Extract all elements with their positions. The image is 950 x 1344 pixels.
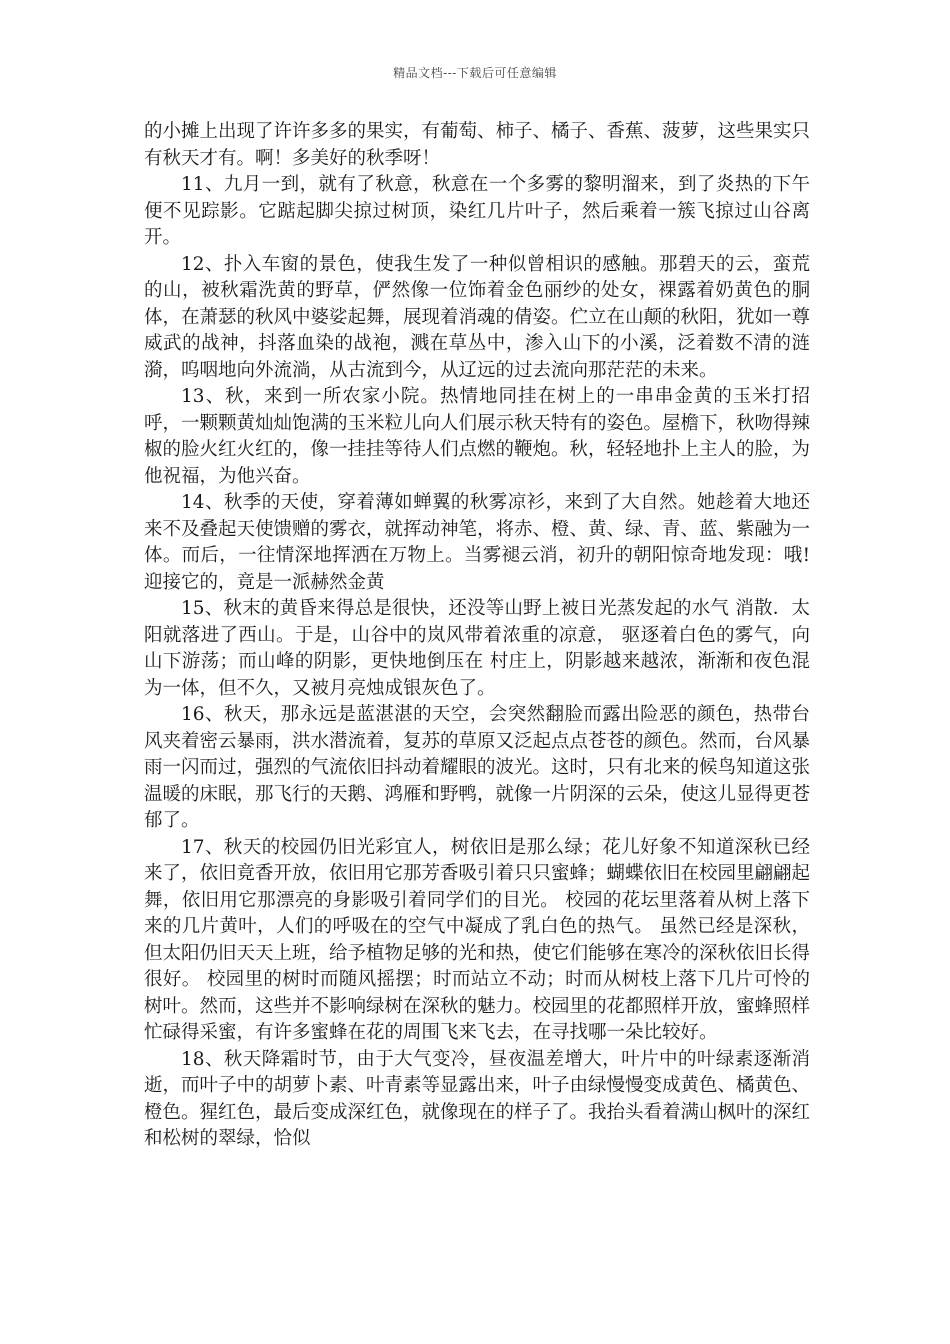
paragraph-13: 13、秋，来到一所农家小院。热情地同挂在树上的一串串金黄的玉米打招呼，一颗颗黄灿灿饱满的玉米粒儿向人们展示秋天特有的姿色。屋檐下，秋吻得辣椒的脸火红火红的，像一挂挂等待人们点燃的鞭炮。秋，轻轻地扑上主人的脸，为他祝福，为他兴奋。 [144, 386, 811, 487]
document-body [144, 119, 810, 1153]
paragraph-14: 14、秋季的天使，穿着薄如蝉翼的秋雾凉衫，来到了大自然。她趁着大地还来不及叠起天使馈赠的雾衣，就挥动神笔，将赤、橙、黄、绿、青、蓝、紫融为一体。而后，一往情深地挥洒在万物上。当雾褪云消，初升的朝阳惊奇地发现：哦!迎接它的，竟是一派赫然金黄 [144, 492, 811, 593]
paragraph-continued: 的小摊上出现了许许多多的果实，有葡萄、柿子、橘子、香蕉、菠萝，这些果实只有秋天才有。啊！多美好的秋季呀！ [144, 121, 811, 169]
paragraph-12: 12、扑入车窗的景色，使我生发了一种似曾相识的感触。那碧天的云，蛮荒的山，被秋霜洗黄的野草，俨然像一位饰着金色丽纱的处女，裸露着奶黄色的胴体，在萧瑟的秋风中婆娑起舞，展现着消魂的倩姿。伫立在山颠的秋阳，犹如一尊威武的战神，抖落血染的战袍，溅在草丛中，渗入山下的小溪，泛着数不清的涟漪，呜咽地向外流淌，从古流到今，从辽远的过去流向那茫茫的未来。 [144, 253, 811, 381]
paragraph-17: 17、秋天的校园仍旧光彩宜人，树依旧是那么绿；花儿好象不知道深秋已经来了，依旧竟香开放，依旧用它那芳香吸引着只只蜜蜂；蝴蝶依旧在校园里翩翩起舞，依旧用它那漂亮的身影吸引着同学们的目光。 校园的花坛里落着从树上落下来的几片黄叶，人们的呼吸在的空气中凝成了乳白色的热气。 虽然已经是深秋，但太阳仍旧天天上班，给予植物足够的光和热，使它们能够在寒冷的深秋依旧长得很好。 校园里的树时而随风摇摆；时而站立不动；时而从树枝上落下几片可怜的树叶。然而，这些并不影响绿树在深秋的魅力。校园里的花都照样开放，蜜蜂照样忙碌得采蜜，有许多蜜蜂在花的周围飞来飞去，在寻找哪一朵比较好。 [144, 836, 811, 1043]
paragraph-18: 18、秋天降霜时节，由于大气变冷，昼夜温差增大，叶片中的叶绿素逐渐消逝，而叶子中的胡萝卜素、叶青素等显露出来，叶子由绿慢慢变成黄色、橘黄色、橙色。猩红色，最后变成深红色，就像现在的样子了。我抬头看着满山枫叶的深红和松树的翠绿，恰似 [144, 1048, 811, 1149]
paragraph-11: 11、九月一到，就有了秋意，秋意在一个多雾的黎明溜来，到了炎热的下午便不见踪影。它踮起脚尖掠过树顶，染红几片叶子，然后乘着一簇飞掠过山谷离开。 [144, 174, 810, 248]
paragraph-16: 16、秋天，那永远是蓝湛湛的天空，会突然翻脸而露出险恶的颜色，热带台风夹着密云暴雨，洪水潜流着，复苏的草原又泛起点点苍苍的颜色。然而，台风暴雨一闪而过，强烈的气流依旧抖动着耀眼的波光。这时，只有北来的候鸟知道这张温暖的床眠，那飞行的天鹅、鸿雁和野鸭，就像一片阴深的云朵，使这儿显得更苍郁了。 [144, 704, 811, 831]
page-header: 精品文档---下载后可任意编辑 [393, 66, 557, 80]
paragraph-15: 15、秋末的黄昏来得总是很快，还没等山野上被日光蒸发起的水气 消散．太阳就落进了西山。于是，山谷中的岚风带着浓重的凉意， 驱逐着白色的雾气，向山下游荡；而山峰的阴影，更快地倒压在 村庄上，阴影越来越浓，渐渐和夜色混为一体，但不久，又被月亮烛成银灰色了。 [144, 598, 810, 699]
